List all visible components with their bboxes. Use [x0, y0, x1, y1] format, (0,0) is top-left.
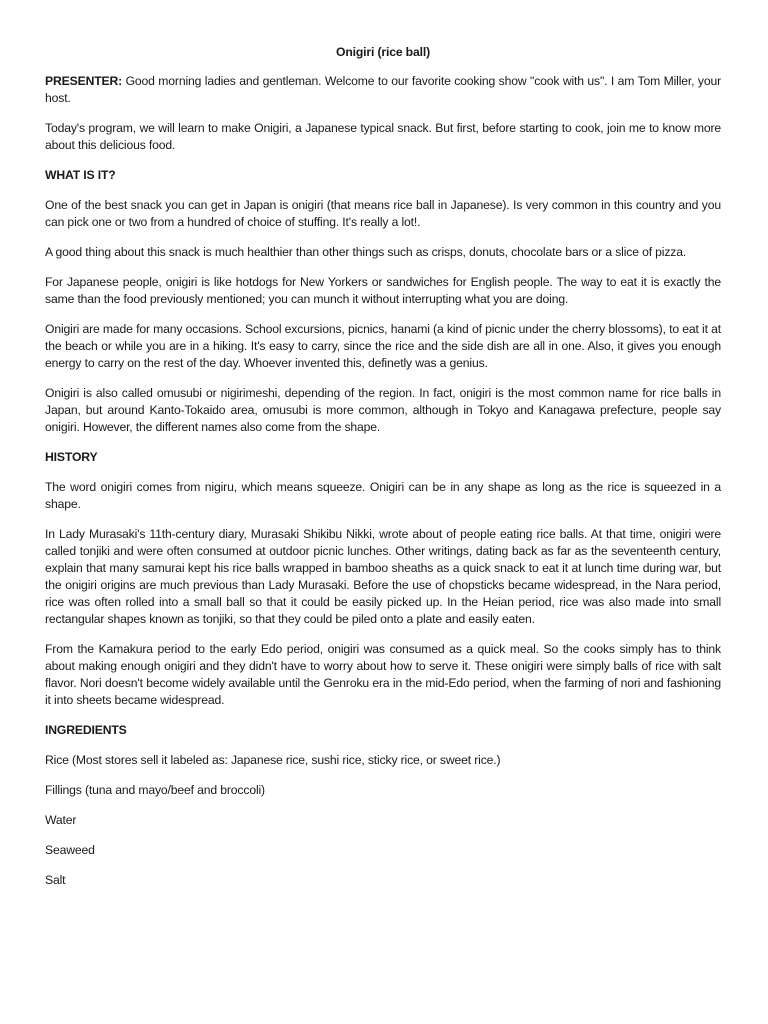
intro-paragraph: Today's program, we will learn to make Onigiri, a Japanese typical snack. But first, before starting to cook, join me to know more about this delicious food.: [45, 121, 721, 152]
document-body: [45, 44, 721, 902]
section-heading-ingredients: INGREDIENTS: [45, 723, 127, 737]
presenter-paragraph: [45, 73, 721, 107]
what-is-it-paragraph: For Japanese people, onigiri is like hotdogs for New Yorkers or sandwiches for English people. The way to eat it is exactly the same than the food previously mentioned; you can munch it without interrupting what you are doing.: [45, 275, 721, 306]
ingredient-item: Water: [45, 813, 77, 827]
ingredient-item: Rice (Most stores sell it labeled as: Japanese rice, sushi rice, sticky rice, or sweet rice.): [45, 753, 501, 767]
what-is-it-paragraph: Onigiri is also called omusubi or nigirimeshi, depending of the region. In fact, onigiri is the most common name for rice balls in Japan, but around Kanto-Tokaido area, omusubi is more common, although in Tokyo and Kanagawa prefecture, people say onigiri. However, the different names also come from the shape.: [45, 386, 721, 434]
what-is-it-paragraph: One of the best snack you can get in Japan is onigiri (that means rice ball in Japanese). Is very common in this country and you can pick one or two from a hundred of choice of stuffing. It's really a lot!.: [45, 198, 721, 229]
ingredient-item: Fillings (tuna and mayo/beef and broccoli): [45, 783, 265, 797]
presenter-label: PRESENTER:: [45, 74, 123, 88]
presenter-text: Good morning ladies and gentleman. Welcome to our favorite cooking show "cook with us". I am Tom Miller, your host.: [45, 74, 721, 105]
ingredient-item: Seaweed: [45, 843, 95, 857]
ingredient-item: Salt: [45, 873, 66, 887]
history-paragraph: From the Kamakura period to the early Edo period, onigiri was consumed as a quick meal. So the cooks simply has to think about making enough onigiri and they didn't have to worry about how to serve it. These onigiri were simply balls of rice with salt flavor. Nori doesn't become widely available until the Genroku era in the mid-Edo period, when the farming of nori and fashioning it into sheets became widespread.: [45, 642, 721, 707]
what-is-it-paragraph: Onigiri are made for many occasions. School excursions, picnics, hanami (a kind of picnic under the cherry blossoms), to eat it at the beach or while you are in a hiking. It's easy to carry, since the rice and the side dish are all in one. Also, it gives you enough energy to carry on the rest of the day. Whoever invented this, definetly was a genius.: [45, 322, 721, 370]
history-paragraph: In Lady Murasaki's 11th-century diary, Murasaki Shikibu Nikki, wrote about of people eating rice balls. At that time, onigiri were called tonjiki and were often consumed at outdoor picnic lunches. Other writings, dating back as far as the seventeenth century, explain that many samurai kept his rice balls wrapped in bamboo sheaths as a quick snack to eat it at lunch time during war, but the onigiri origins are much previous than Lady Murasaki. Before the use of chopsticks became widespread, in the Nara period, rice was often rolled into a small ball so that it could be easily picked up. In the Heian period, rice was also made into small rectangular shapes known as tonjiki, so that they could be piled onto a plate and easily eaten.: [45, 527, 721, 626]
what-is-it-paragraph: A good thing about this snack is much healthier than other things such as crisps, donuts, chocolate bars or a slice of pizza.: [45, 245, 687, 259]
section-heading-history: HISTORY: [45, 450, 98, 464]
history-paragraph: The word onigiri comes from nigiru, which means squeeze. Onigiri can be in any shape as long as the rice is squeezed in a shape.: [45, 480, 721, 511]
section-heading-what-is-it: WHAT IS IT?: [45, 168, 116, 182]
document-title: Onigiri (rice ball): [336, 45, 430, 59]
